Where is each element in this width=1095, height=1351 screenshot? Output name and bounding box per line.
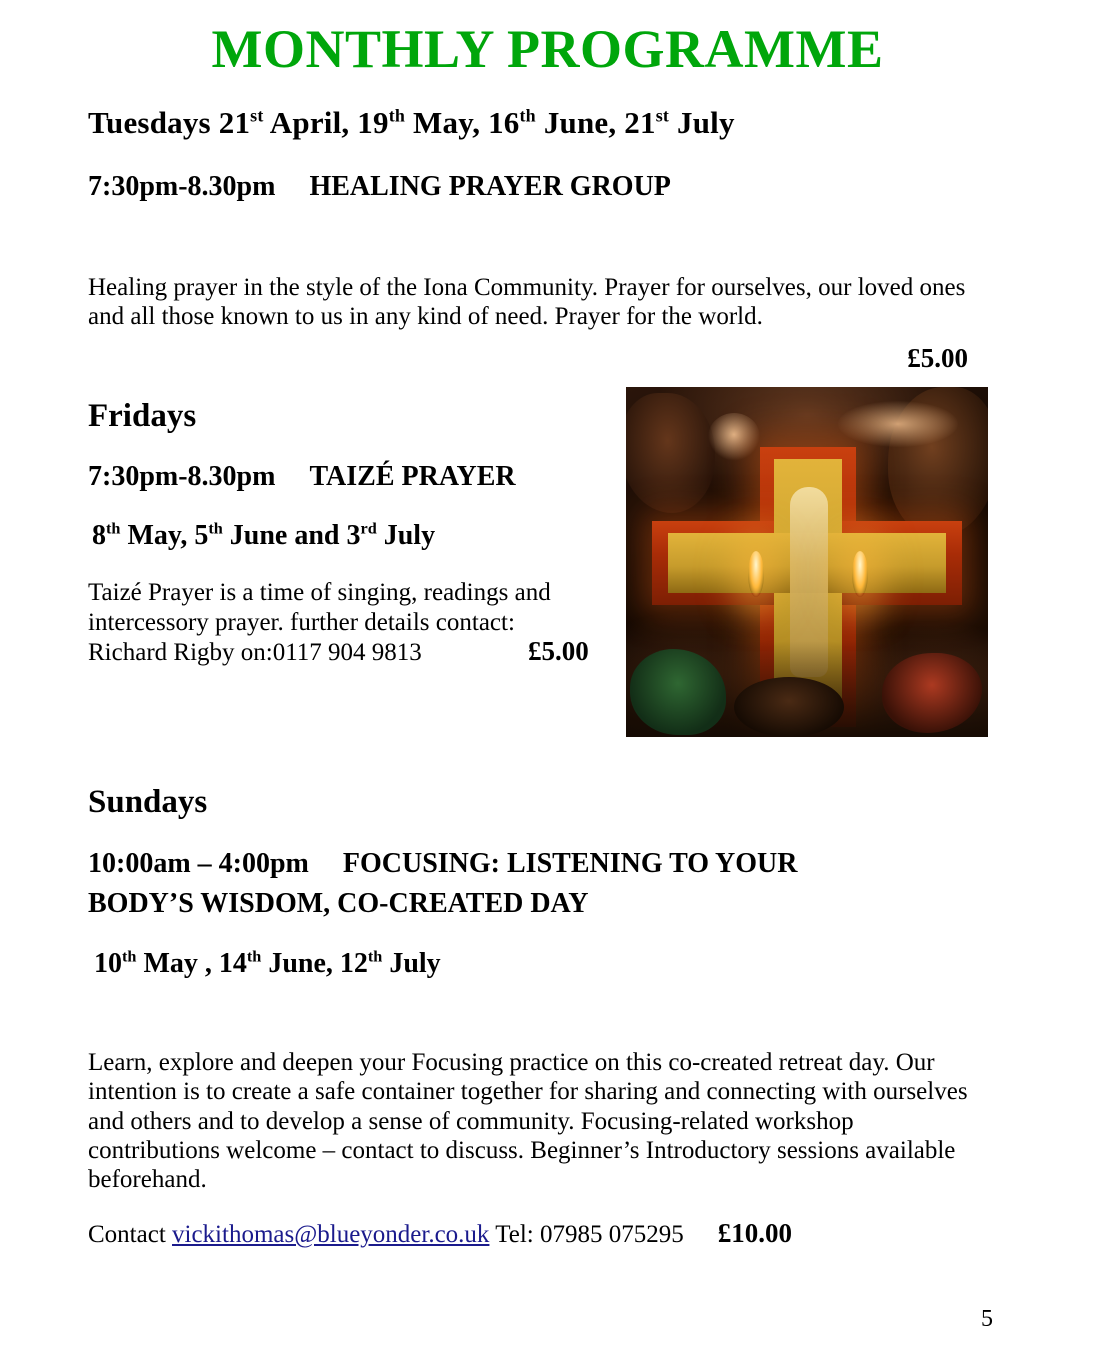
photo-hands <box>838 401 958 447</box>
fridays-dates-mid-1: May, 5 <box>120 520 209 551</box>
tuesdays-dates-pre: Tuesdays 21 <box>88 105 251 140</box>
candle-left-icon <box>748 551 764 597</box>
fridays-event: TAIZÉ PRAYER <box>309 461 516 492</box>
sundays-dates-end: July <box>382 948 441 979</box>
fridays-dates <box>92 520 435 552</box>
fridays-time: 7:30pm-8.30pm <box>88 461 276 492</box>
fridays-price: £5.00 <box>528 636 589 666</box>
tuesdays-dates-end: July <box>669 105 735 140</box>
sundays-price: £10.00 <box>717 1218 792 1248</box>
fridays-dates-end: July <box>376 520 436 551</box>
sundays-heading: Sundays <box>88 784 208 820</box>
tuesdays-dates-mid-2: May, 16 <box>405 105 520 140</box>
candle-right-icon <box>852 551 868 597</box>
taize-cross-candles-photo <box>626 387 988 737</box>
contact-telephone: Tel: 07985 075295 <box>489 1221 684 1248</box>
sundays-contact-line <box>88 1218 988 1250</box>
tuesdays-time: 7:30pm-8.30pm <box>88 171 276 202</box>
photo-person-bottom-middle <box>734 677 844 737</box>
fridays-sup-1: th <box>106 519 121 538</box>
sundays-dates <box>94 948 441 980</box>
tuesdays-sup-4: st <box>655 105 670 126</box>
tuesdays-description: Healing prayer in the style of the Iona Community. Prayer for ourselves, our loved ones and all those known to us in any kind of need. Prayer for the world. <box>88 274 966 331</box>
fridays-sup-3: rd <box>360 519 377 538</box>
fridays-description-line-2: intercessory prayer. further details contact: <box>88 609 515 636</box>
fridays-sup-2: th <box>208 519 223 538</box>
contact-label: Contact <box>88 1221 173 1248</box>
fridays-heading: Fridays <box>88 398 197 434</box>
sundays-time-event <box>88 848 988 880</box>
page-number: 5 <box>981 1306 993 1332</box>
tuesdays-sup-2: th <box>388 105 406 126</box>
sundays-dates-mid-2: June, 12 <box>261 948 368 979</box>
tuesdays-event: HEALING PRAYER GROUP <box>309 171 671 202</box>
sundays-dates-pre: 10 <box>94 948 122 979</box>
tuesdays-dates-heading <box>88 105 988 141</box>
contact-email-link[interactable]: vickithomas@blueyonder.co.uk <box>172 1221 490 1248</box>
sundays-event-line-1: FOCUSING: LISTENING TO YOUR <box>342 848 798 879</box>
sundays-description: Learn, explore and deepen your Focusing practice on this co-created retreat day. Our intention is to create a safe container together for sharing and connecting with ourselves and others and to develop a sense of community. Focusing-related workshop contributions welcome – contact to discuss. Beginner’s Introductory sessions available beforehand. <box>88 1049 968 1193</box>
tuesdays-time-event <box>88 171 988 203</box>
fridays-dates-pre: 8 <box>92 520 106 551</box>
fridays-description-line-1: Taizé Prayer is a time of singing, readings and <box>88 579 551 606</box>
sundays-dates-mid-1: May , 14 <box>136 948 247 979</box>
page-title: MONTHLY PROGRAMME <box>211 19 884 79</box>
fridays-description-line-3: Richard Rigby on:0117 904 9813 <box>88 639 422 666</box>
fridays-time-event <box>88 461 516 493</box>
sundays-event-line-2: BODY’S WISDOM, CO-CREATED DAY <box>88 888 589 919</box>
sundays-time: 10:00am – 4:00pm <box>88 848 309 879</box>
tuesdays-dates-mid-1: April, 19 <box>263 105 389 140</box>
sundays-sup-3: th <box>367 947 383 966</box>
sundays-sup-2: th <box>246 947 262 966</box>
fridays-dates-mid-2: June and 3 <box>222 520 361 551</box>
tuesdays-sup-3: th <box>519 105 536 126</box>
tuesdays-sup-1: st <box>250 105 264 126</box>
tuesdays-price: £5.00 <box>907 343 968 373</box>
tuesdays-dates-mid-3: June, 21 <box>535 105 656 140</box>
sundays-sup-1: th <box>122 947 137 966</box>
